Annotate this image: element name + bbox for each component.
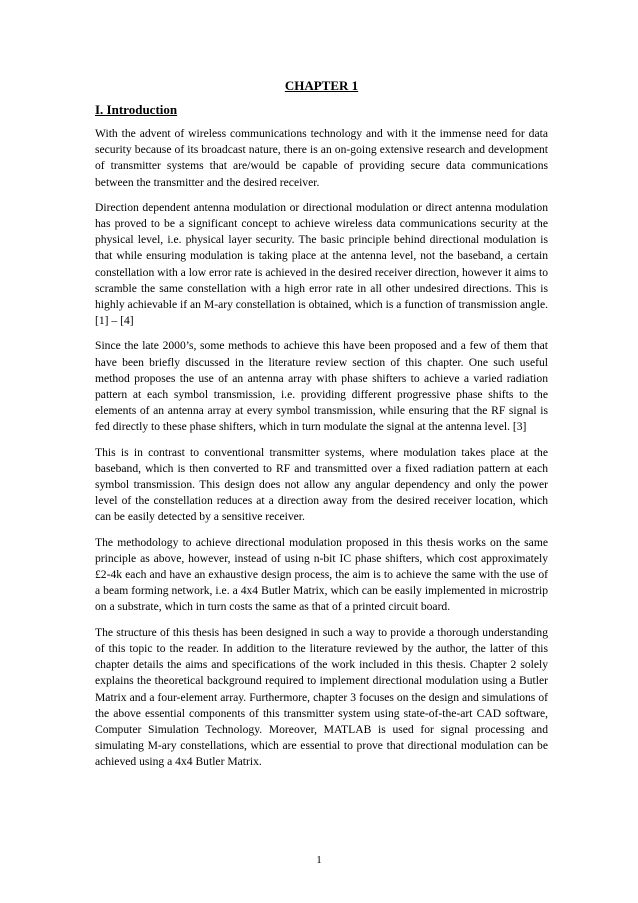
- paragraph-intro: With the advent of wireless communications technology and with it the immense need for data security because of its broadcast nature, there is an on-going extensive research and development of transmitter systems that are/would be capable of providing secure data communications between the transmitter and the desired receiver.: [95, 127, 548, 189]
- page-number: 1: [316, 854, 322, 866]
- paragraph-methods: Since the late 2000’s, some methods to achieve this have been proposed and a few of them that have been briefly discussed in the literature review section of this chapter. One such useful method proposes the use of an antenna array with phase shifters to achieve a varied radiation pattern at each symbol transmission, i.e. providing different progressive phase shifts to the elements of an antenna array at every symbol transmission, while ensuring that the RF signal is fed directly to these phase shifters, which in turn modulate the signal at the antenna level. [3]: [95, 339, 548, 434]
- chapter-title: CHAPTER 1: [284, 78, 359, 93]
- paragraph-methodology: The methodology to achieve directional modulation proposed in this thesis works on the same principle as above, however, instead of using n-bit IC phase shifters, which cost approximately £2-4k each and have an exhaustive design process, the aim is to achieve the same with the use of a beam forming network, i.e. a 4x4 Butler Matrix, which can be easily implemented in microstrip on a substrate, which in turn costs the same as that of a printed circuit board.: [95, 535, 548, 614]
- paragraph-conventional-systems: This is in contrast to conventional transmitter systems, where modulation takes place at the baseband, which is then converted to RF and transmitted over a fixed radiation pattern at each symbol transmission. This design does not allow any angular dependency and only the power level of the constellation reduces at a direction away from the desired receiver location, which can be easily detected by a sensitive receiver.: [95, 445, 548, 524]
- section-heading: I. Introduction: [95, 102, 178, 117]
- paragraph-directional-modulation: Direction dependent antenna modulation or directional modulation or direct antenna modulation has proved to be a significant concept to achieve wireless data communications security at the physical level, i.e. physical layer security. The basic principle behind directional modulation is that while ensuring modulation is taking place at the antenna level, not the baseband, a certain constellation with a low error rate is achieved in the desired receiver direction, however it aims to scramble the same constellation with a high error rate in all other undesired directions. This is highly achievable if an M-ary constellation is obtained, which is a function of transmission angle. [1] – [4]: [95, 200, 548, 328]
- document-page: [95, 78, 548, 780]
- paragraph-thesis-structure: The structure of this thesis has been designed in such a way to provide a thorough understanding of this topic to the reader. In addition to the literature reviewed by the author, the latter of this chapter details the aims and specifications of the work included in this thesis. Chapter 2 solely explains the theoretical background required to implement directional modulation using a Butler Matrix and a four-element array. Furthermore, chapter 3 focuses on the design and simulations of the above essential components of this transmitter system using state-of-the-art CAD software, Computer Simulation Technology. Moreover, MATLAB is used for signal processing and simulating M-ary constellations, which are essential to prove that directional modulation can be achieved using a 4x4 Butler Matrix.: [95, 625, 548, 769]
